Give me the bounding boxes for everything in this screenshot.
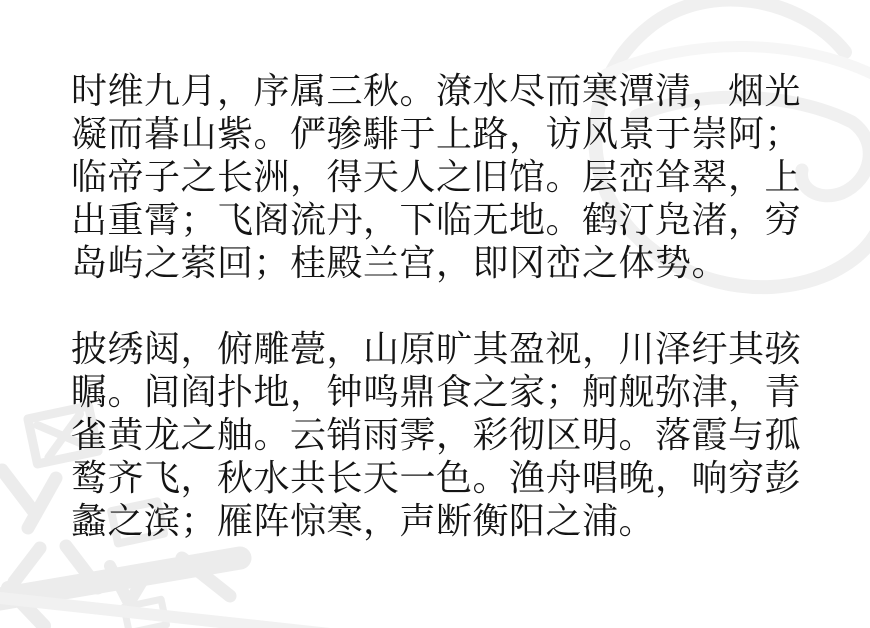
text-line: 凝而暮山紫。俨骖騑于上路，访风景于崇阿； <box>71 114 802 155</box>
text-line: 鹜齐飞，秋水共长天一色。渔舟唱晚，响穷彭 <box>71 458 802 499</box>
text-line: 出重霄；飞阁流丹，下临无地。鹤汀凫渚，穷 <box>71 200 802 241</box>
text-line: 岛屿之萦回；桂殿兰宫，即冈峦之体势。 <box>71 243 729 284</box>
paragraph-2 <box>71 328 811 543</box>
paragraph-1 <box>71 70 811 285</box>
text-line: 瞩。闾阎扑地，钟鸣鼎食之家；舸舰弥津，青 <box>71 372 802 413</box>
text-line: 雀黄龙之舳。云销雨霁，彩彻区明。落霞与孤 <box>71 415 802 456</box>
text-line: 时维九月，序属三秋。潦水尽而寒潭清，烟光 <box>71 71 802 112</box>
text-block <box>71 70 811 543</box>
text-line: 临帝子之长洲，得天人之旧馆。层峦耸翠，上 <box>71 157 802 198</box>
text-line: 披绣闼，俯雕甍，山原旷其盈视，川泽纡其骇 <box>71 329 802 370</box>
text-line: 蠡之滨；雁阵惊寒，声断衡阳之浦。 <box>71 501 656 542</box>
